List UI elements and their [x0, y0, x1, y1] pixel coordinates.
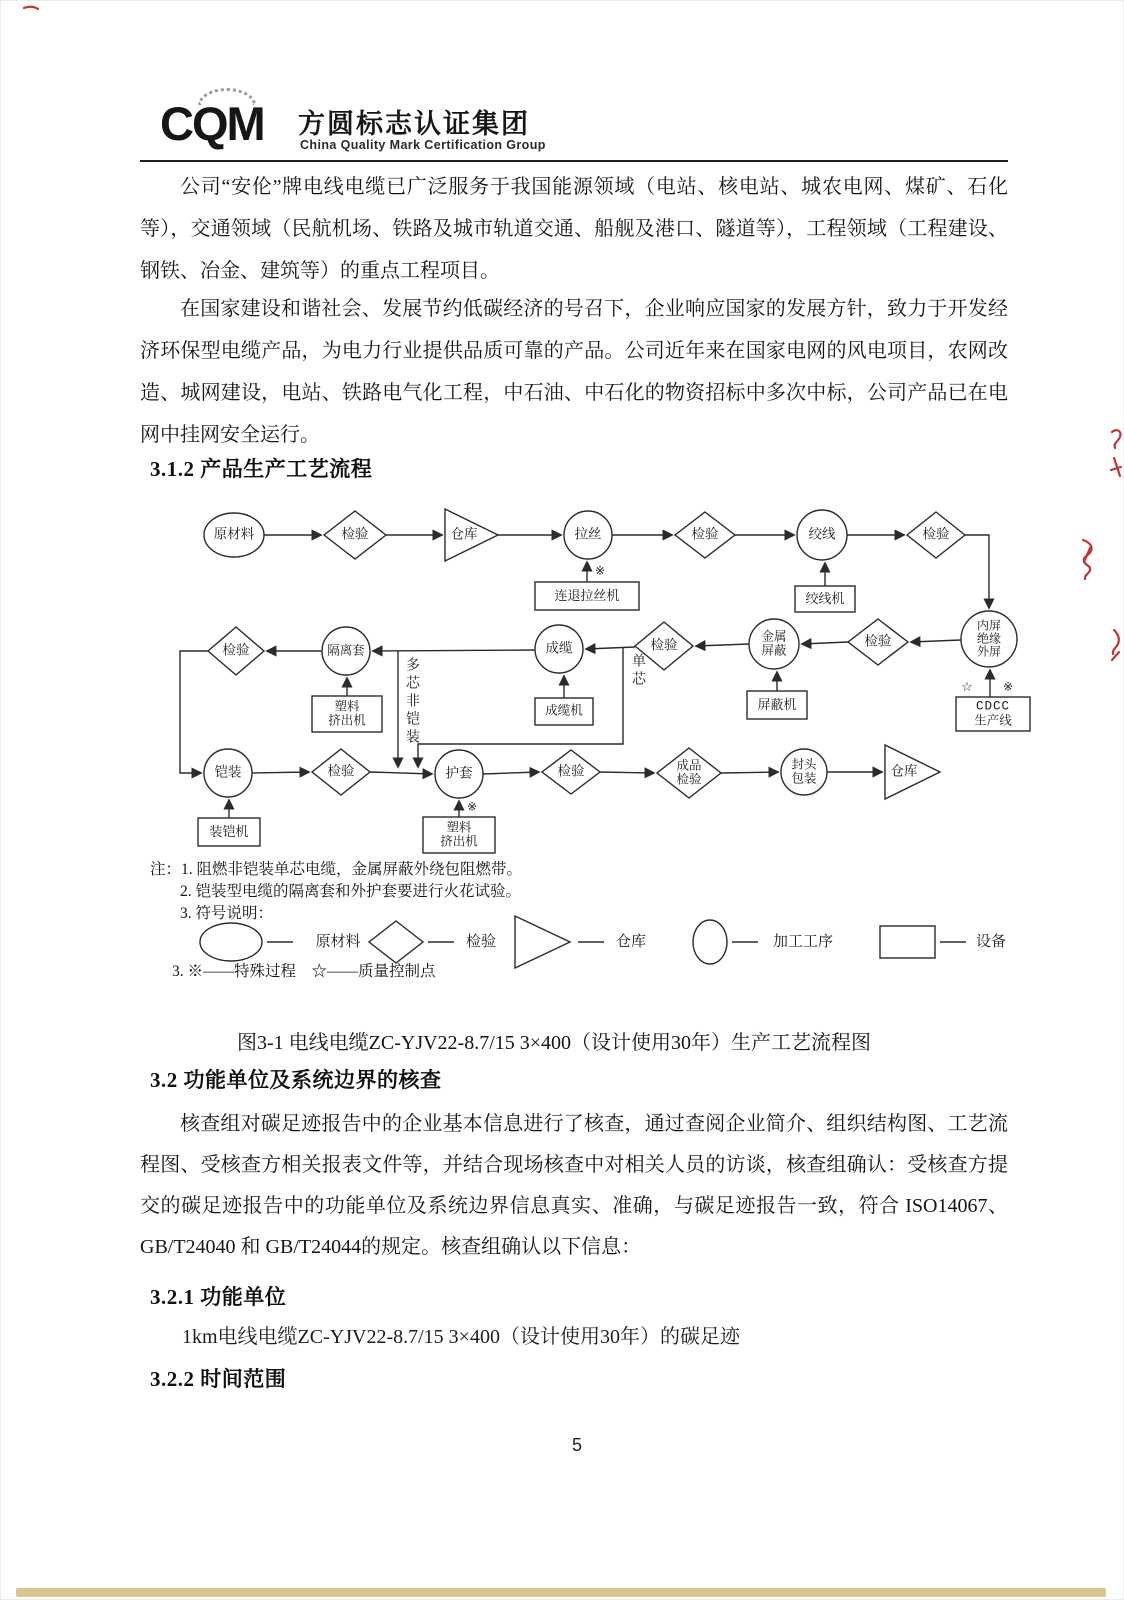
figure-note-1: 注：1. 阻燃非铠装单芯电缆，金属屏蔽外绕包阻燃带。 — [150, 861, 523, 878]
branch-label-multi-core: 多芯非铠装 — [404, 657, 419, 747]
machine-shielding: 屏蔽机 — [757, 696, 797, 712]
logo-crown-icon — [198, 88, 256, 105]
node-sheath: 护套 — [445, 765, 473, 781]
quality-control-mark-cdcc: ☆ — [961, 678, 973, 694]
machine-plastic-extruder-1: 塑料 挤出机 — [328, 699, 366, 727]
heading-3-2-2: 3.2.2 时间范围 — [150, 1367, 287, 1391]
branch-label-single-core: 单芯 — [630, 653, 645, 689]
machine-stranding: 绞线机 — [805, 590, 845, 606]
cqm-logo — [160, 97, 290, 160]
figure-note-2: 2. 铠装型电缆的隔离套和外护套要进行火花试验。 — [180, 883, 522, 900]
special-process-mark-drawing: ※ — [594, 563, 606, 578]
figure-note-3: 3. 符号说明： — [180, 905, 274, 922]
figure-caption: 图3-1 电线电缆ZC-YJV22-8.7/15 3×400（设计使用30年）生产工艺流程图 — [237, 1032, 872, 1054]
heading-3-1-2: 3.1.2 产品生产工艺流程 — [150, 457, 373, 481]
process-flowchart — [150, 487, 1040, 987]
machine-annealing-drawing: 连退拉丝机 — [554, 587, 620, 603]
node-stranding: 绞线 — [808, 526, 836, 542]
node-armoring: 铠装 — [214, 764, 242, 780]
org-name-en: China Quality Mark Certification Group — [300, 138, 546, 152]
header-divider — [140, 160, 1008, 162]
node-inspection-2: 检验 — [691, 526, 719, 542]
legend-label-raw-material: 原材料 — [315, 933, 361, 950]
logo-text: CQM — [160, 97, 264, 150]
paragraph-company-products: 公司“安伦”牌电线电缆已广泛服务于我国能源领域（电站、核电站、城农电网、煤矿、石化等），交通领域（民航机场、铁路及城市轨道交通、船舰及港口、隧道等），工程领域（工程建设、钢铁、冶金、建筑等）的重点工程项目。 — [140, 176, 1008, 282]
node-sealing-packing: 封头 包装 — [791, 757, 817, 785]
node-warehouse-1: 仓库 — [450, 526, 478, 542]
node-cabling: 成缆 — [545, 640, 573, 656]
node-separation-sheath: 隔离套 — [327, 643, 365, 658]
heading-3-2-1: 3.2.1 功能单位 — [150, 1285, 287, 1309]
machine-cabling: 成缆机 — [545, 703, 583, 718]
node-wire-drawing: 拉丝 — [574, 526, 602, 542]
heading-3-2: 3.2 功能单位及系统边界的核查 — [150, 1068, 442, 1092]
paragraph-verification: 核查组对碳足迹报告中的企业基本信息进行了核查，通过查阅企业简介、组织结构图、工艺流程图、受核查方相关报表文件等，并结合现场核查中对相关人员的访谈，核查组确认：受核查方提交的碳足迹报告中的功能单位及系统边界信息真实、准确，与碳足迹报告一致，符合 ISO14067、GB/T24040 和 GB/T24044的规定。核查组确认以下信息： — [140, 1113, 1008, 1258]
node-warehouse-2: 仓库 — [890, 763, 918, 779]
special-process-mark-sheath: ※ — [466, 799, 478, 814]
node-inspection-6: 检验 — [222, 642, 250, 658]
scan-edge-strip — [16, 1588, 1106, 1597]
node-inspection-3: 检验 — [922, 526, 950, 542]
machine-plastic-extruder-2: 塑料 挤出机 — [440, 820, 478, 848]
node-inspection-4: 检验 — [864, 633, 892, 649]
flowchart-graphics — [150, 487, 1040, 987]
node-inspection-7: 检验 — [327, 763, 355, 779]
functional-unit-text: 1km电线电缆ZC-YJV22-8.7/15 3×400（设计使用30年）的碳足迹 — [182, 1326, 740, 1348]
node-inspection-8: 检验 — [557, 763, 585, 779]
page-number: 5 — [572, 1435, 583, 1455]
node-inspection-1: 检验 — [341, 526, 369, 542]
legend-label-inspection: 检验 — [465, 933, 497, 950]
node-inner-screen: 内屏 绝缘 外屏 — [976, 618, 1002, 659]
legend-label-warehouse: 仓库 — [615, 933, 647, 950]
node-final-inspection: 成品 检验 — [676, 758, 702, 786]
paragraph-company-market: 在国家建设和谐社会、发展节约低碳经济的号召下，企业响应国家的发展方针，致力于开发经济环保型电缆产品，为电力行业提供品质可靠的产品。公司近年来在国家电网的风电项目，农网改造、城网建设，电站、铁路电气化工程，中石油、中石化的物资招标中多次中标，公司产品已在电网中挂网安全运行。 — [140, 298, 1008, 446]
org-name-zh: 方圆标志认证集团 — [298, 109, 530, 139]
node-raw-material: 原材料 — [213, 526, 255, 542]
node-inspection-5: 检验 — [650, 637, 678, 653]
machine-armoring: 装铠机 — [209, 823, 249, 839]
machine-cdcc-line: CDCC 生产线 — [974, 699, 1012, 727]
legend-label-equipment: 设备 — [975, 933, 1007, 950]
special-process-mark-cdcc: ※ — [1002, 679, 1014, 694]
node-metal-shield: 金属 屏蔽 — [761, 629, 787, 657]
legend-label-process: 加工工序 — [772, 933, 834, 950]
legend-special-marks: 3. ※——特殊过程 ☆——质量控制点 — [172, 963, 436, 980]
